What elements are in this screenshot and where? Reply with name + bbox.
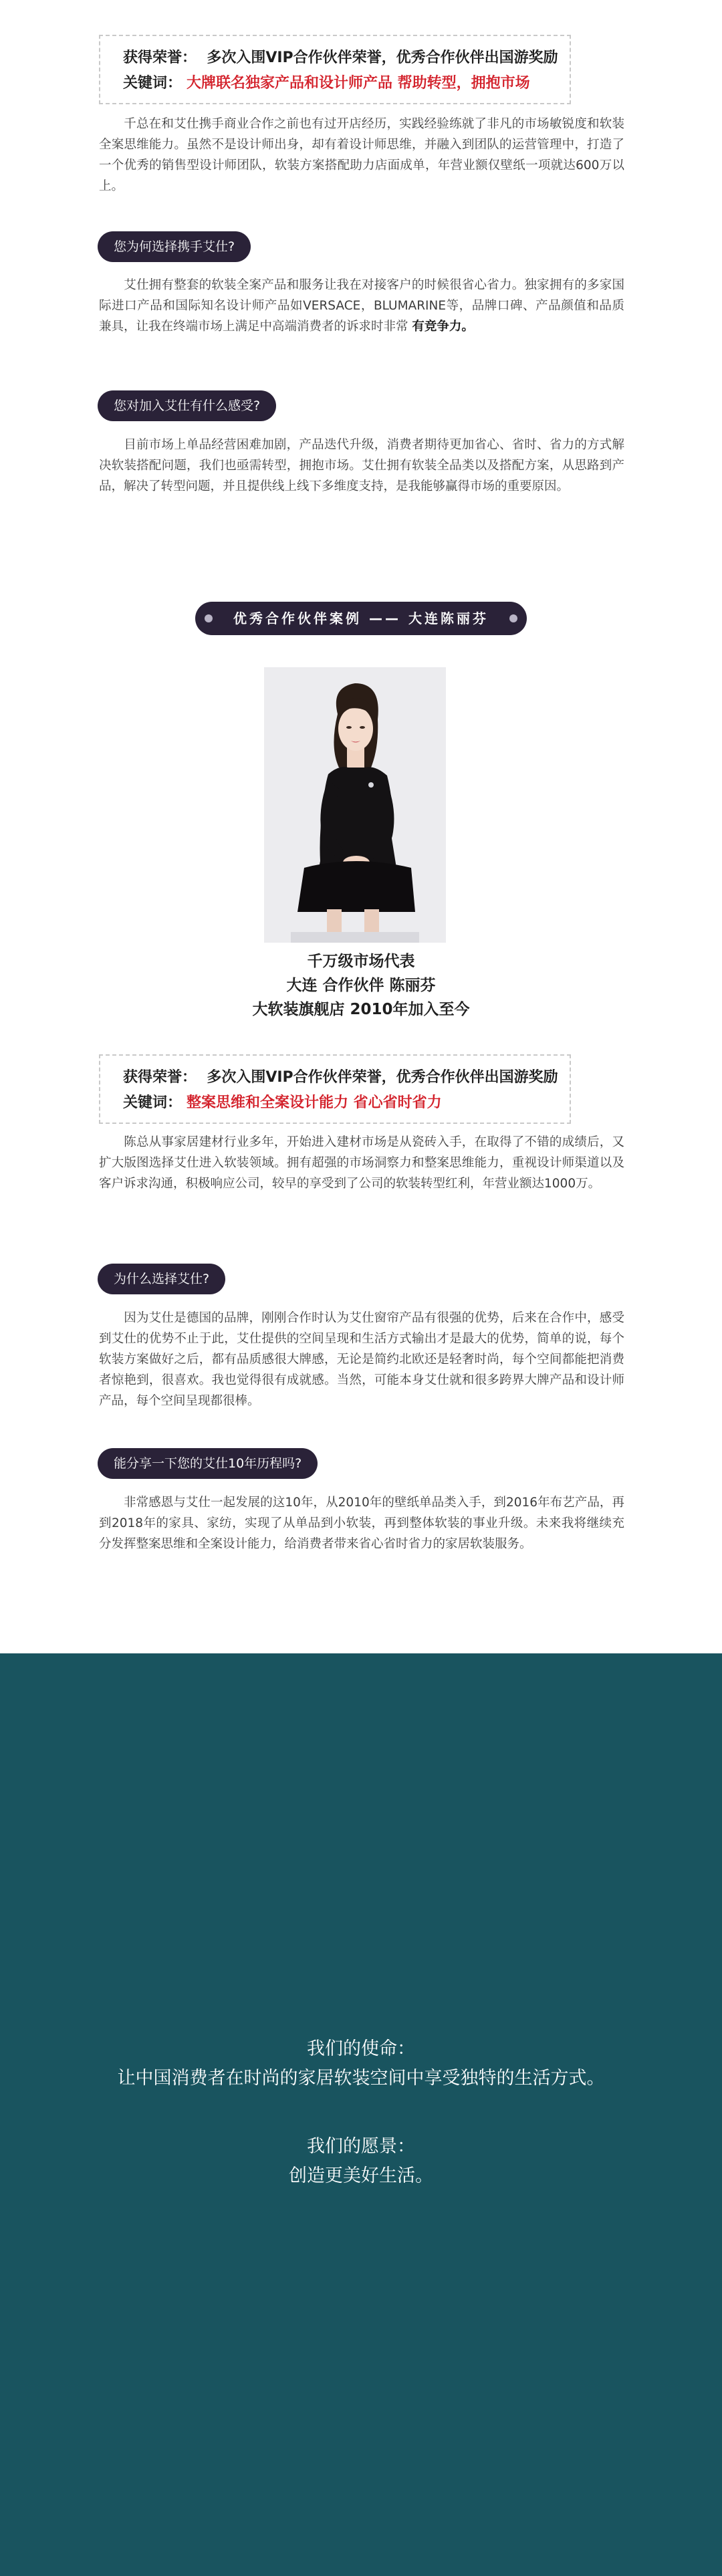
answer-bold-text: 有竞争力。 (412, 320, 474, 334)
case1-intro-text: 千总在和艾仕携手商业合作之前也有过开店经历，实践经验练就了非凡的市场敏锐度和软装全案思维能力。虽然不是设计师出身，却有着设计师思维，并融入到团队的运营管理中，打造了一个优秀的销售型设计师团队，软装方案搭配助力店面成单，年营业额仅壁纸一项就达600万以上。 (99, 117, 624, 193)
mission-title: 我们的使命： (307, 2038, 415, 2059)
case1-intro (99, 114, 624, 197)
mission-text: 让中国消费者在时尚的家居软装空间中享受独特的生活方式。 (117, 2068, 605, 2089)
banner-dot-right (509, 614, 517, 622)
question-text: 您对加入艾仕有什么感受? (114, 398, 261, 413)
question-pill-why-join (98, 231, 251, 262)
question-text: 能分享一下您的艾仕10年历程吗? (114, 1456, 302, 1471)
question-pill-why-choose (98, 1264, 225, 1294)
honor-row (123, 1065, 558, 1090)
case2-intro-text: 陈总从事家居建材行业多年，开始进入建材市场是从瓷砖入手，在取得了不错的成绩后，又扩大版图选择艾仕进入软装领域。拥有超强的市场洞察力和整案思维能力，重视设计师渠道以及客户诉求沟通，积极响应公司，较早的享受到了公司的软装转型红利，年营业额达1000万。 (99, 1135, 624, 1191)
honor-row (123, 45, 558, 71)
case2-answer1 (99, 1308, 624, 1411)
vision-text: 创造更美好生活。 (289, 2165, 433, 2186)
question-text: 为什么选择艾仕? (114, 1272, 210, 1286)
case1-answer2 (99, 435, 624, 497)
honor-box-case1 (99, 35, 571, 104)
case2-intro (99, 1132, 624, 1194)
vision-title: 我们的愿景： (307, 2136, 415, 2157)
case2-answer2 (99, 1492, 624, 1554)
partner-caption-line3 (134, 998, 588, 1022)
honor-box-case2 (99, 1054, 571, 1124)
banner-dot-left (205, 614, 213, 622)
honor-text: 多次入围VIP合作伙伴荣誉，优秀合作伙伴出国游奖励 (207, 49, 558, 66)
caption-text: 千万级市场代表 (307, 953, 415, 970)
question-pill-feelings (98, 390, 276, 421)
keyword-text: 大牌联名独家产品和设计师产品 帮助转型，拥抱市场 (187, 75, 530, 92)
honor-text: 多次入围VIP合作伙伴荣誉，优秀合作伙伴出国游奖励 (207, 1069, 558, 1086)
keyword-label: 关键词： (123, 1094, 183, 1111)
answer-text: 艾仕拥有整套的软装全案产品和服务让我在对接客户的时候很省心省力。独家拥有的多家国际进口产品和国际知名设计师产品如VERSACE，BLUMARINE等，品牌口碑、产品颜值和品质兼具，让我在终端市场上满足中高端消费者的诉求时非常 (99, 278, 624, 334)
keyword-label: 关键词： (123, 75, 183, 92)
honor-label: 获得荣誉： (123, 1069, 197, 1086)
partner-photo (264, 667, 446, 943)
caption-text: 大软装旗舰店 2010年加入至今 (252, 1001, 470, 1018)
honor-label: 获得荣誉： (123, 49, 197, 66)
keyword-text: 整案思维和全案设计能力 省心省时省力 (187, 1094, 442, 1111)
banner-text: 优秀合作伙伴案例 —— 大连陈丽芬 (233, 610, 489, 626)
answer-text: 目前市场上单品经营困难加剧，产品迭代升级，消费者期待更加省心、省时、省力的方式解决软装搭配问题，我们也亟需转型，拥抱市场。艾仕拥有软装全品类以及搭配方案，从思路到产品，解决了转型问题，并且提供线上线下多维度支持，是我能够赢得市场的重要原因。 (99, 438, 624, 493)
answer-text: 因为艾仕是德国的品牌，刚刚合作时认为艾仕窗帘产品有很强的优势，后来在合作中，感受到艾仕的优势不止于此，艾仕提供的空间呈现和生活方式输出才是最大的优势，简单的说，每个软装方案做好之后，都有品质感很大牌感，无论是简约北欧还是轻奢时尚，每个空间都能把消费者惊艳到，很喜欢。我也觉得很有成就感。当然，可能本身艾仕就和很多跨界大牌产品和设计师产品，每个空间呈现都很棒。 (99, 1311, 624, 1408)
keyword-row (123, 1090, 547, 1116)
case1-answer1 (99, 275, 624, 337)
caption-text: 大连 合作伙伴 陈丽芬 (286, 977, 436, 994)
question-text: 您为何选择携手艾仕? (114, 239, 235, 254)
partner-caption-line2 (134, 973, 588, 998)
case-banner (195, 602, 527, 635)
keyword-row (123, 71, 547, 96)
footer-mission (0, 1653, 722, 2576)
portrait-illustration (264, 667, 446, 943)
answer-text: 非常感恩与艾仕一起发展的这10年，从2010年的壁纸单品类入手，到2016年布艺产品，再到2018年的家具、家纺，实现了从单品到小软装，再到整体软装的事业升级。未来我将继续充分发挥整案思维和全案设计能力，给消费者带来省心省时省力的家居软装服务。 (99, 1496, 624, 1551)
partner-caption-line1 (134, 949, 588, 973)
question-pill-ten-years (98, 1448, 318, 1479)
